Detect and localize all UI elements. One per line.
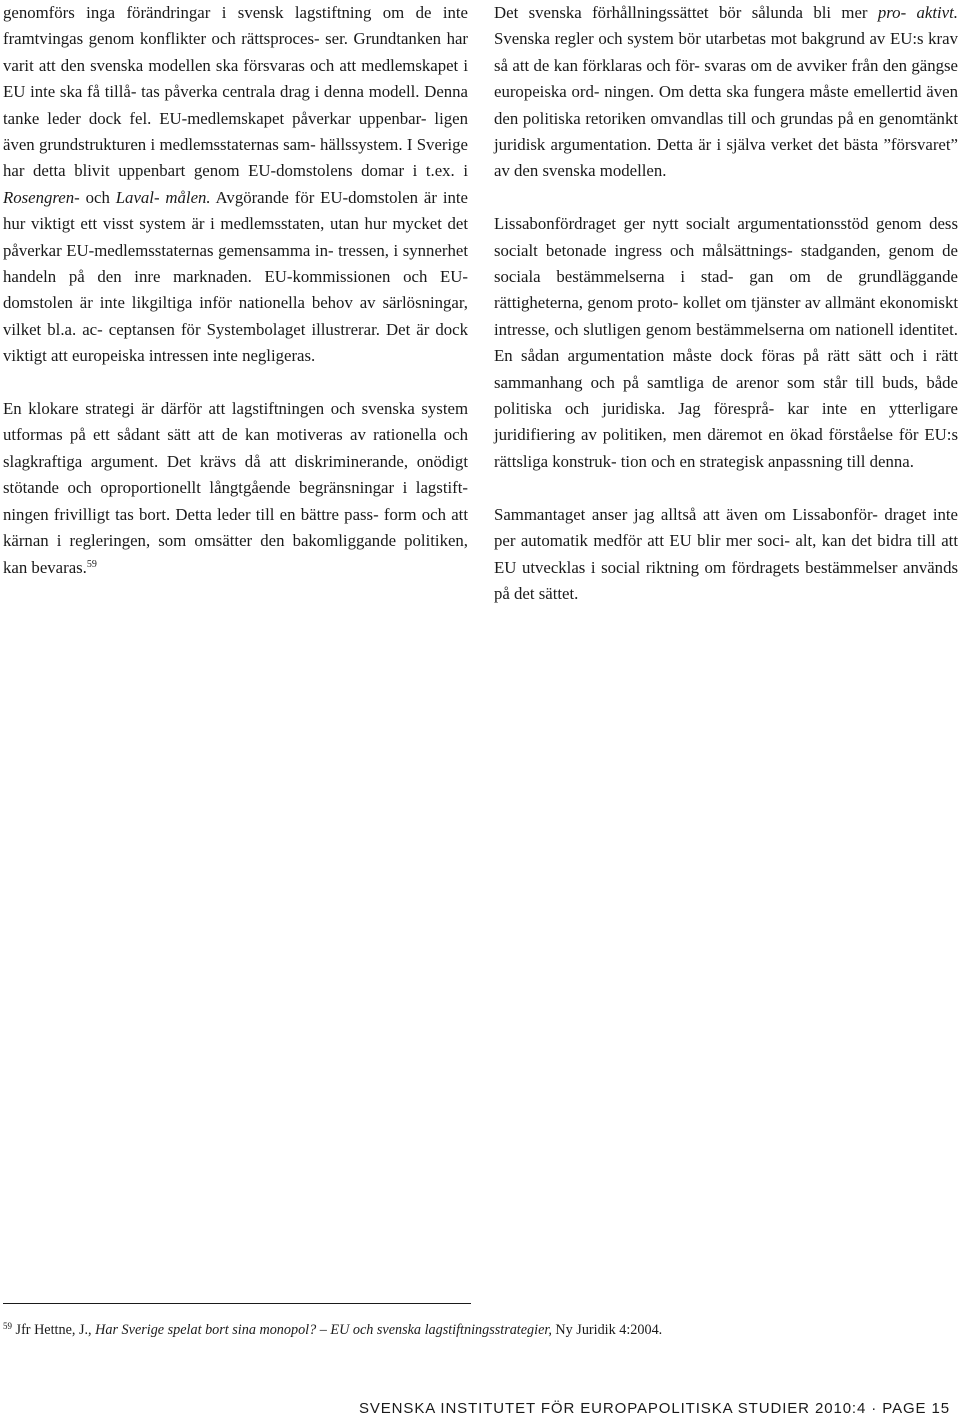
footnote-source: Ny Juridik 4:2004.	[551, 1322, 663, 1338]
left-column	[3, 0, 468, 607]
left-p2-text: En klokare strategi är därför att lagstiftningen och svenska system utformas på ett sådant sätt att de kan motiveras av rationella och slagkraftiga argument. Det krävs då att diskriminerande, onödigt stötande och oproportionellt långtgående begränsningar i lagstift- ningen frivilligt tas bort. Detta leder till en bättre pass- form och att kärnan i regleringen, som omsätter den bakomliggande politiken, kan bevaras.	[3, 399, 468, 577]
left-p1-text-b: Avgörande för EU-domstolen är inte hur viktigt ett visst system är i medlemsstaten, utan hur mycket det påverkar EU-medlemsstaternas gemensamma in- tressen, i synnerhet handeln på den inre marknaden. EU-kommissionen och EU-domstolen är inte likgiltiga inför nationella behov av särlösningar, vilket bl.a. ac- ceptansen för Systembolaget illustrerar. Det är dock viktigt att europeiska intressen inte negligeras.	[3, 187, 468, 366]
left-paragraph-2	[3, 396, 468, 581]
right-p1-italic: pro- aktivt.	[877, 3, 958, 22]
footnote	[3, 1320, 662, 1340]
footnote-divider	[3, 1303, 471, 1304]
right-paragraph-3: Sammantaget anser jag alltså att även om Lissabonför- draget inte per automatik medför att EU blir mer soci- alt, kan det bidra till att EU utvecklas i social riktning om fördragets bestämmelser används på det sättet.	[494, 504, 958, 603]
left-paragraph-1	[3, 0, 468, 370]
footnote-ref[interactable]: 59	[86, 558, 97, 570]
left-p1-text-a: genomförs inga förändringar i svensk lagstiftning om de inte framtvingas genom konflikter och rättsproces- ser. Grundtanken har varit att den svenska modellen ska försvaras och att medlemskapet i EU inte ska få tillå- tas påverka centrala drag i denna modell. Denna tanke leder dock fel. EU-medlemskapet påverkar uppenbar- ligen även grundstrukturen i medlemsstaternas sam- hällssystem. I Sverige har detta blivit uppenbart genom EU-domstolens domar i t.ex. i	[3, 3, 468, 181]
right-p1-text-a: Det svenska förhållningssättet bör sålunda bli mer	[494, 3, 878, 22]
right-paragraph-1	[494, 0, 958, 185]
right-column	[494, 0, 958, 634]
footnote-number: 59	[3, 1321, 12, 1331]
case-laval: Laval- målen.	[115, 187, 211, 207]
left-p1-och: och	[79, 187, 116, 207]
right-p1-text-b: Svenska regler och system bör utarbetas mot bakgrund av EU:s krav så att de kan förklaras och för- svaras om de avviker från den gängse europeiska ord- ningen. Om detta ska fungera måste emellertid även den politiska retoriken omvandlas till och grundas på en genomtänkt juridisk argumentation. Detta är i själva verket det bästa ”försvaret” av den svenska modellen.	[494, 29, 958, 181]
page-footer: SVENSKA INSTITUTET FÖR EUROPAPOLITISKA STUDIER 2010:4 · PAGE 15	[358, 1400, 950, 1417]
footnote-author: Jfr Hettne, J.,	[12, 1322, 96, 1338]
footnote-title: Har Sverige spelat bort sina monopol? – EU och svenska lagstiftningsstrategier,	[95, 1322, 552, 1338]
right-paragraph-2: Lissabonfördraget ger nytt socialt argumentationsstöd genom dess socialt betonade ingress och målsättnings- stadganden, genom de sociala bestämmelserna i stad- gan om de grundläggande rättigheterna, genom proto- kollet om tjänster av allmänt ekonomiskt intresse, och slutligen genom bestämmelserna om nationell identitet. En sådan argumentation måste dock föras på rätt sätt och i rätt sammanhang och på samtliga de arenor som står till buds, både politiska och juridiska. Jag föresprå- kar inte en ytterligare juridifiering av politiken, men däremot en ökad förståelse för EU:s rättsliga konstruk- tion och en strategisk anpassning till denna.	[494, 214, 958, 471]
case-rosengren: Rosengren-	[3, 187, 80, 207]
